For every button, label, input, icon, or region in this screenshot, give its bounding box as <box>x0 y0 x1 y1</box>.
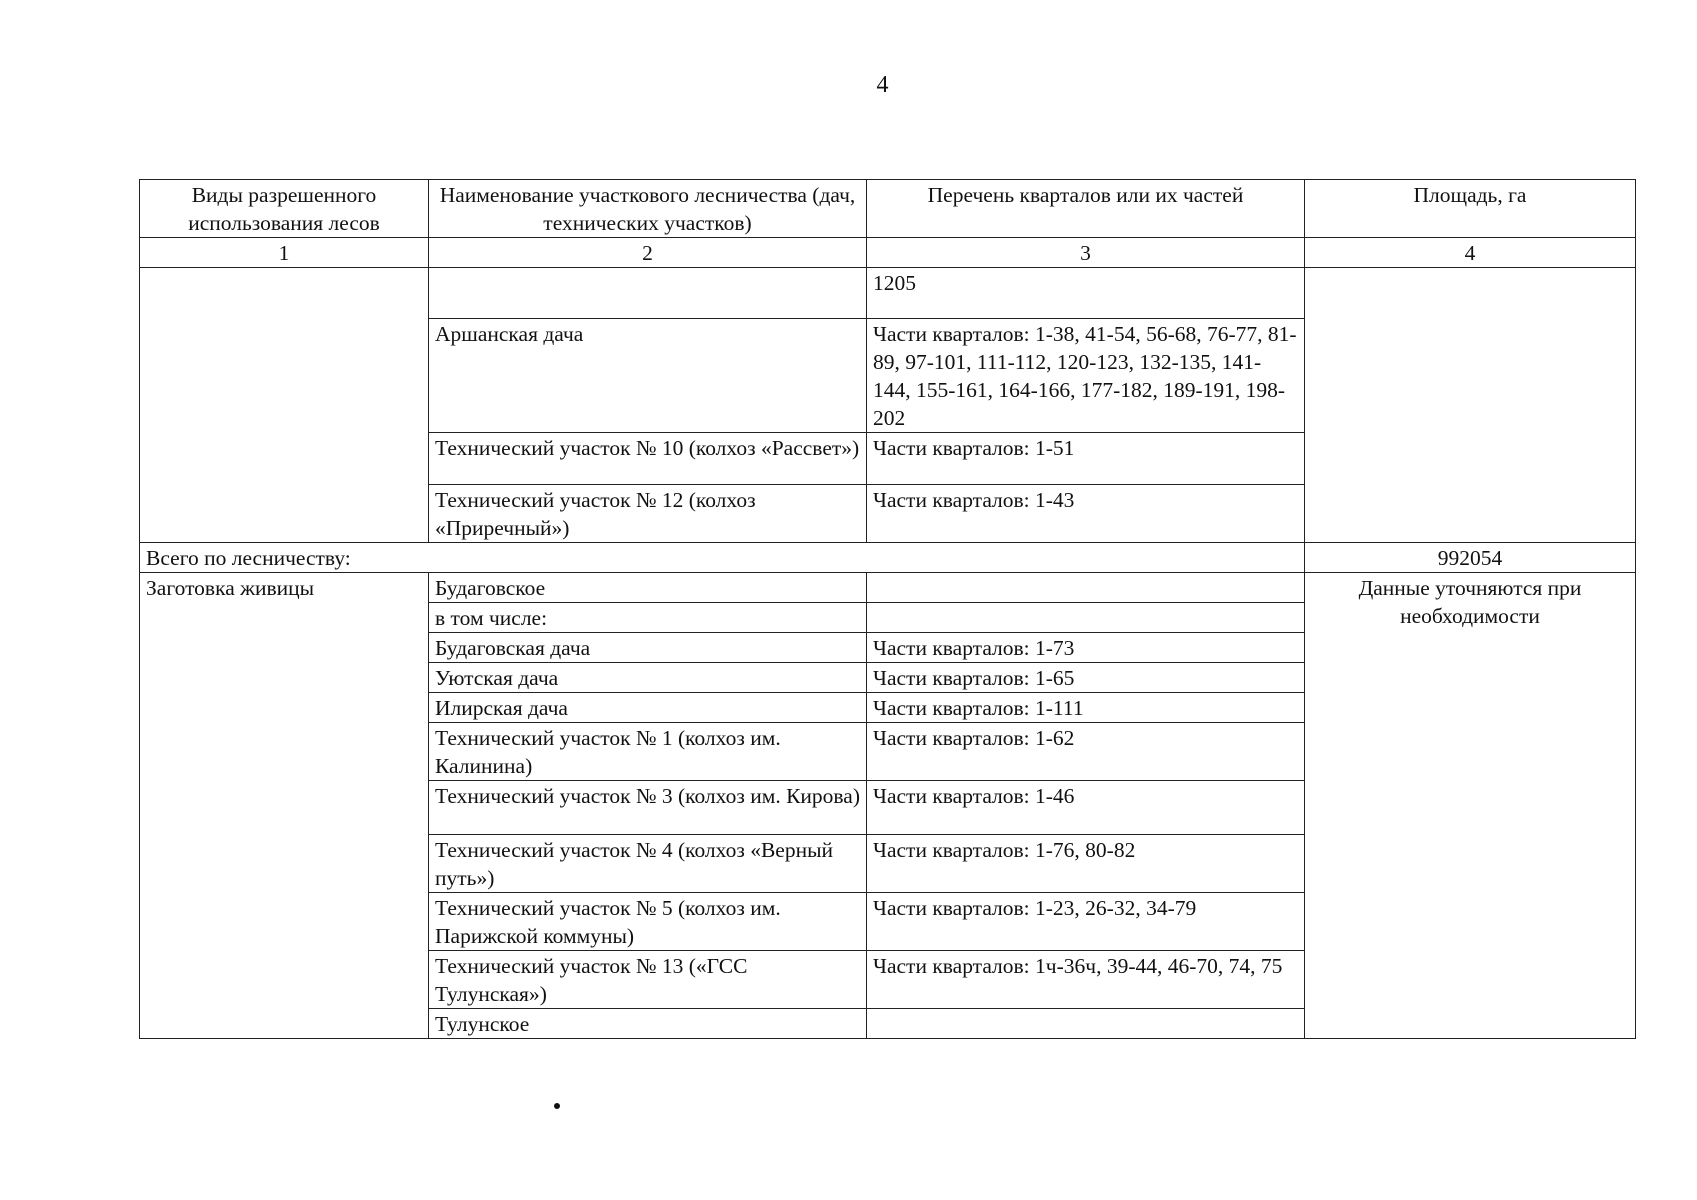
forestry-name-cell: Технический участок № 1 (колхоз им. Калинина) <box>429 723 867 781</box>
table-header-row <box>140 180 1636 238</box>
quarters-cell: Части кварталов: 1ч-36ч, 39-44, 46-70, 74, 75 <box>867 951 1305 1009</box>
total-value: 992054 <box>1305 543 1636 573</box>
forestry-name-cell: Тулунское <box>429 1009 867 1039</box>
quarters-cell: Части кварталов: 1-62 <box>867 723 1305 781</box>
quarters-cell: Части кварталов: 1-76, 80-82 <box>867 835 1305 893</box>
forestry-name-cell <box>429 268 867 319</box>
quarters-cell <box>867 603 1305 633</box>
table-row <box>140 573 1636 603</box>
quarters-cell: Части кварталов: 1-46 <box>867 781 1305 835</box>
forestry-name-cell: Технический участок № 3 (колхоз им. Кирова) <box>429 781 867 835</box>
quarters-cell: Части кварталов: 1-23, 26-32, 34-79 <box>867 893 1305 951</box>
forestry-name-cell: Технический участок № 4 (колхоз «Верный путь») <box>429 835 867 893</box>
table-row <box>140 268 1636 319</box>
forestry-name-cell: Илирская дача <box>429 693 867 723</box>
forestry-name-cell: Технический участок № 10 (колхоз «Рассвет») <box>429 433 867 485</box>
header-area: Площадь, га <box>1305 180 1636 238</box>
quarters-cell: Части кварталов: 1-38, 41-54, 56-68, 76-77, 81-89, 97-101, 111-112, 120-123, 132-135, 141-144, 155-161, 164-166, 177-182, 189-191, 198-202 <box>867 319 1305 433</box>
use-type-cell-empty <box>140 268 429 543</box>
header-use-type: Виды разрешенного использования лесов <box>140 180 429 238</box>
forest-use-table <box>139 179 1636 1039</box>
column-number: 2 <box>429 238 867 268</box>
use-type-cell: Заготовка живицы <box>140 573 429 1039</box>
header-forestry-name: Наименование участкового лесничества (дач, технических участков) <box>429 180 867 238</box>
forestry-name-cell: Будаговская дача <box>429 633 867 663</box>
total-row <box>140 543 1636 573</box>
quarters-cell: Части кварталов: 1-51 <box>867 433 1305 485</box>
quarters-cell <box>867 1009 1305 1039</box>
quarters-cell: Части кварталов: 1-73 <box>867 633 1305 663</box>
quarters-cell: Части кварталов: 1-111 <box>867 693 1305 723</box>
quarters-cell: 1205 <box>867 268 1305 319</box>
quarters-cell <box>867 573 1305 603</box>
header-quarters-list: Перечень кварталов или их частей <box>867 180 1305 238</box>
forestry-name-cell: Технический участок № 5 (колхоз им. Парижской коммуны) <box>429 893 867 951</box>
column-number: 3 <box>867 238 1305 268</box>
quarters-cell: Части кварталов: 1-65 <box>867 663 1305 693</box>
forestry-name-cell: Технический участок № 13 («ГСС Тулунская») <box>429 951 867 1009</box>
page-number: 4 <box>876 72 889 98</box>
total-label: Всего по лесничеству: <box>140 543 1305 573</box>
forestry-name-cell: в том числе: <box>429 603 867 633</box>
area-cell: Данные уточняются при необходимости <box>1305 573 1636 1039</box>
column-number: 1 <box>140 238 429 268</box>
column-number: 4 <box>1305 238 1636 268</box>
quarters-cell: Части кварталов: 1-43 <box>867 485 1305 543</box>
forestry-name-cell: Технический участок № 12 (колхоз «Приречный») <box>429 485 867 543</box>
scan-dot-mark <box>554 1103 560 1109</box>
forestry-name-cell: Аршанская дача <box>429 319 867 433</box>
forestry-name-cell: Уютская дача <box>429 663 867 693</box>
column-number-row <box>140 238 1636 268</box>
area-cell-empty <box>1305 268 1636 543</box>
forestry-name-cell: Будаговское <box>429 573 867 603</box>
